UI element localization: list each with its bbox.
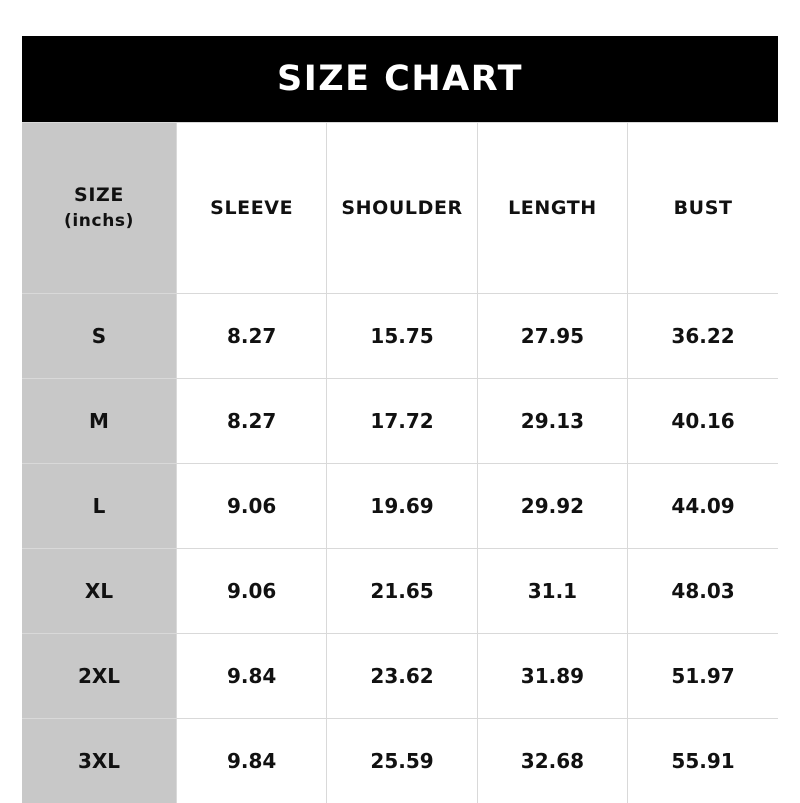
cell-length: 27.95 — [477, 294, 627, 379]
cell-bust: 36.22 — [628, 294, 778, 379]
table-row — [22, 634, 778, 719]
table-row — [22, 719, 778, 803]
table-header-row — [22, 123, 778, 294]
cell-sleeve: 9.84 — [177, 634, 327, 719]
column-header-size — [22, 123, 177, 294]
size-chart-container — [22, 36, 778, 778]
cell-sleeve: 9.06 — [177, 549, 327, 634]
row-size-label: XL — [22, 549, 177, 634]
cell-sleeve: 9.06 — [177, 464, 327, 549]
cell-sleeve: 8.27 — [177, 294, 327, 379]
cell-bust: 44.09 — [628, 464, 778, 549]
cell-bust: 51.97 — [628, 634, 778, 719]
size-header-label: SIZE — [74, 184, 124, 206]
cell-shoulder: 15.75 — [327, 294, 477, 379]
cell-length: 31.1 — [477, 549, 627, 634]
row-size-label: 2XL — [22, 634, 177, 719]
cell-shoulder: 25.59 — [327, 719, 477, 803]
cell-shoulder: 21.65 — [327, 549, 477, 634]
table-row — [22, 379, 778, 464]
cell-bust: 40.16 — [628, 379, 778, 464]
chart-title-bar — [22, 36, 778, 122]
size-header-unit: (inchs) — [23, 209, 175, 234]
cell-length: 32.68 — [477, 719, 627, 803]
cell-length: 29.13 — [477, 379, 627, 464]
table-header — [22, 123, 778, 294]
cell-bust: 55.91 — [628, 719, 778, 803]
table-row — [22, 464, 778, 549]
cell-shoulder: 17.72 — [327, 379, 477, 464]
column-header-shoulder: SHOULDER — [327, 123, 477, 294]
column-header-length: LENGTH — [477, 123, 627, 294]
cell-length: 31.89 — [477, 634, 627, 719]
page-title: SIZE CHART — [277, 59, 523, 99]
row-size-label: 3XL — [22, 719, 177, 803]
row-size-label: S — [22, 294, 177, 379]
table-row — [22, 549, 778, 634]
size-chart-table — [22, 122, 778, 803]
column-header-bust: BUST — [628, 123, 778, 294]
cell-bust: 48.03 — [628, 549, 778, 634]
cell-sleeve: 8.27 — [177, 379, 327, 464]
table-body — [22, 294, 778, 803]
cell-shoulder: 23.62 — [327, 634, 477, 719]
row-size-label: L — [22, 464, 177, 549]
row-size-label: M — [22, 379, 177, 464]
table-row — [22, 294, 778, 379]
cell-sleeve: 9.84 — [177, 719, 327, 803]
cell-length: 29.92 — [477, 464, 627, 549]
column-header-sleeve: SLEEVE — [177, 123, 327, 294]
cell-shoulder: 19.69 — [327, 464, 477, 549]
